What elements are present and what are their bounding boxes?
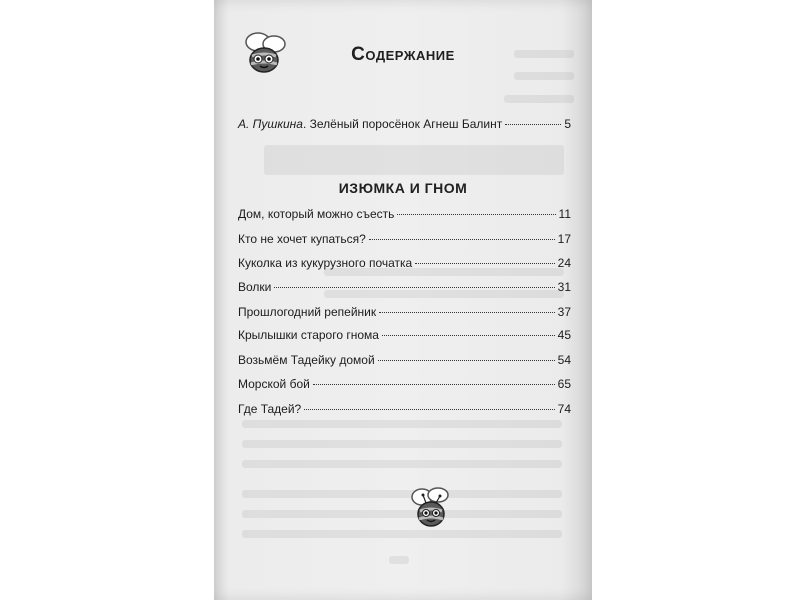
- entry-page: 17: [557, 232, 571, 246]
- dot-leader: [382, 335, 555, 336]
- dot-leader: [274, 287, 554, 288]
- entry-page: 24: [557, 256, 571, 270]
- entry-title: Дом, который можно съесть: [238, 207, 395, 221]
- entry-title: Кто не хочет купаться?: [238, 232, 366, 246]
- dot-leader: [304, 409, 554, 410]
- entry-title: Волки: [238, 280, 272, 294]
- entry-title: Куколка из кукурузного початка: [238, 256, 413, 270]
- entry-title: Морской бой: [238, 377, 310, 391]
- dot-leader: [397, 214, 555, 215]
- section-heading: ИЗЮМКА И ГНОМ: [338, 180, 468, 196]
- dot-leader: [378, 360, 555, 361]
- entry-page: 11: [558, 207, 571, 221]
- toc-entry[interactable]: [238, 280, 571, 294]
- entry-title: Прошлогодний репейник: [238, 305, 377, 319]
- dot-leader: [313, 384, 555, 385]
- toc-entry[interactable]: [238, 256, 571, 270]
- entry-page: 45: [557, 328, 571, 342]
- toc-entry[interactable]: [238, 402, 571, 416]
- dot-leader: [505, 124, 561, 125]
- entry-page: 65: [557, 377, 571, 391]
- entry-page: 5: [564, 117, 571, 131]
- book-page: [214, 0, 592, 600]
- entry-title: . Зелёный поросёнок Агнеш Балинт: [302, 117, 503, 131]
- entry-page: 31: [557, 280, 571, 294]
- toc-entry[interactable]: [238, 305, 571, 319]
- entry-page: 54: [557, 353, 571, 367]
- entry-page: 37: [557, 305, 571, 319]
- toc-entry[interactable]: [238, 207, 571, 221]
- dot-leader: [369, 239, 555, 240]
- dot-leader: [415, 263, 554, 264]
- entry-author: А. Пушкина: [238, 117, 303, 131]
- toc-entry[interactable]: [238, 377, 571, 391]
- entry-title: Где Тадей?: [238, 402, 302, 416]
- toc-entry[interactable]: [238, 232, 571, 246]
- toc-entry-intro[interactable]: [238, 117, 571, 131]
- bee-icon: [406, 485, 456, 531]
- contents-heading: Содержание: [351, 44, 455, 65]
- toc-entry[interactable]: [238, 328, 571, 342]
- entry-page: 74: [557, 402, 571, 416]
- entry-title: Крылышки старого гнома: [238, 328, 379, 342]
- toc-entry[interactable]: [238, 353, 571, 367]
- dot-leader: [379, 312, 555, 313]
- bleed-through-texture: [214, 0, 592, 600]
- entry-title: Возьмём Тадейку домой: [238, 353, 375, 367]
